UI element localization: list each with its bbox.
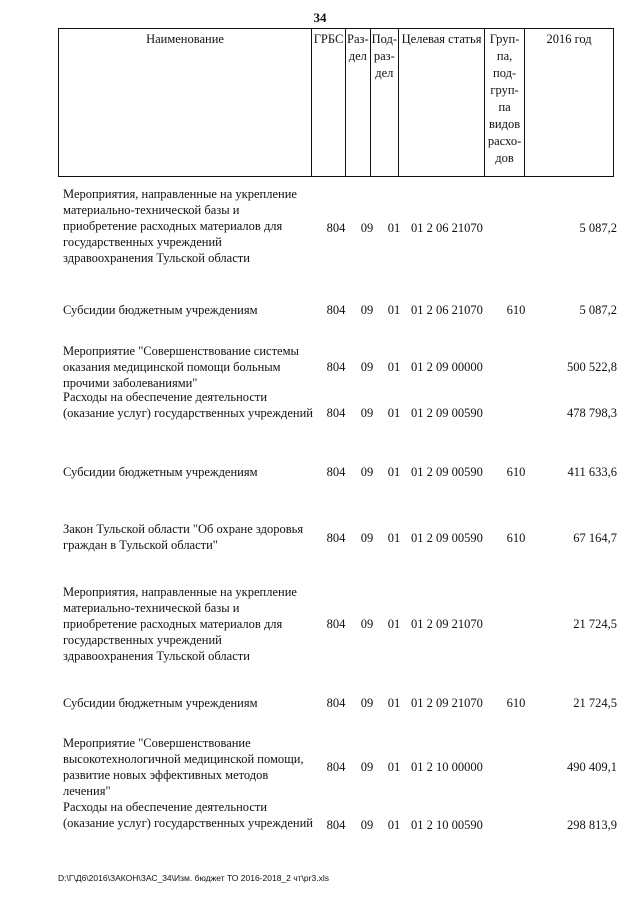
row-podrazdel: 01 [387,696,401,710]
row-grbs: 804 [326,696,346,710]
row-podrazdel: 01 [387,760,401,774]
row-amount: 5 087,2 [579,221,617,235]
row-target: 01 2 09 00590 [411,531,483,545]
row-podrazdel: 01 [387,617,401,631]
row-podrazdel: 01 [387,221,401,235]
row-target: 01 2 09 00000 [411,360,483,374]
row-grbs: 804 [326,360,346,374]
row-target: 01 2 10 00590 [411,818,483,832]
row-name: Расходы на обеспечение деятельности (оказание услуг) государственных учреждений [63,390,313,420]
row-group: 610 [506,303,526,317]
row-amount: 478 798,3 [567,406,617,420]
row-razdel: 09 [360,531,374,545]
row-podrazdel: 01 [387,406,401,420]
row-name: Мероприятия, направленные на укрепление материально-технической базы и приобретение расходных материалов для государственных учреждений здравоохранения Тульской области [63,187,297,265]
row-group: 610 [506,465,526,479]
header-target: Целевая статья [399,29,485,177]
row-target: 01 2 09 21070 [411,617,483,631]
row-grbs: 804 [326,303,346,317]
row-name: Мероприятие "Совершенствование системы оказания медицинской помощи больным прочими заболеваниями" [63,344,299,390]
row-group: 610 [506,531,526,545]
row-grbs: 804 [326,406,346,420]
row-razdel: 09 [360,221,374,235]
row-grbs: 804 [326,531,346,545]
row-grbs: 804 [326,617,346,631]
row-podrazdel: 01 [387,465,401,479]
row-name: Мероприятие "Совершенствование высокотехнологичной медицинской помощи, развитие новых эффективных методов лечения" [63,736,304,798]
row-grbs: 804 [326,818,346,832]
row-amount: 5 087,2 [579,303,617,317]
row-target: 01 2 09 00590 [411,465,483,479]
row-amount: 490 409,1 [567,760,617,774]
row-amount: 67 164,7 [573,531,617,545]
header-group: Груп-па, под-груп-па видов расхо-дов [485,29,525,177]
row-grbs: 804 [326,465,346,479]
row-razdel: 09 [360,760,374,774]
row-amount: 411 633,6 [567,465,617,479]
header-year: 2016 год [525,29,614,177]
row-podrazdel: 01 [387,531,401,545]
row-grbs: 804 [326,760,346,774]
row-name: Субсидии бюджетным учреждениям [63,303,258,317]
row-name: Расходы на обеспечение деятельности (оказание услуг) государственных учреждений [63,800,313,830]
row-name: Субсидии бюджетным учреждениям [63,696,258,710]
row-razdel: 09 [360,696,374,710]
header-name: Наименование [59,29,312,177]
row-target: 01 2 09 00590 [411,406,483,420]
row-group: 610 [506,696,526,710]
header-grbs: ГРБС [312,29,346,177]
row-amount: 21 724,5 [573,696,617,710]
row-podrazdel: 01 [387,303,401,317]
row-amount: 500 522,8 [567,360,617,374]
row-podrazdel: 01 [387,818,401,832]
row-target: 01 2 09 21070 [411,696,483,710]
row-name: Субсидии бюджетным учреждениям [63,465,258,479]
row-grbs: 804 [326,221,346,235]
row-target: 01 2 06 21070 [411,303,483,317]
row-name: Мероприятия, направленные на укрепление материально-технической базы и приобретение расходных материалов для государственных учреждений здравоохранения Тульской области [63,585,297,663]
file-path-footer: D:\Г\Д6\2016\ЗАКОН\ЗАС_34\Изм. бюджет ТО 2016-2018_2 чт\pr3.xls [58,873,329,883]
page-number: 34 [313,10,327,25]
row-razdel: 09 [360,818,374,832]
row-podrazdel: 01 [387,360,401,374]
row-target: 01 2 10 00000 [411,760,483,774]
row-target: 01 2 06 21070 [411,221,483,235]
row-razdel: 09 [360,360,374,374]
row-name: Закон Тульской области "Об охране здоровья граждан в Тульской области" [63,522,304,552]
row-razdel: 09 [360,465,374,479]
row-amount: 21 724,5 [573,617,617,631]
header-podrazdel: Под-раз-дел [370,29,398,177]
row-amount: 298 813,9 [567,818,617,832]
row-razdel: 09 [360,617,374,631]
row-razdel: 09 [360,406,374,420]
row-razdel: 09 [360,303,374,317]
header-razdel: Раз-дел [346,29,371,177]
